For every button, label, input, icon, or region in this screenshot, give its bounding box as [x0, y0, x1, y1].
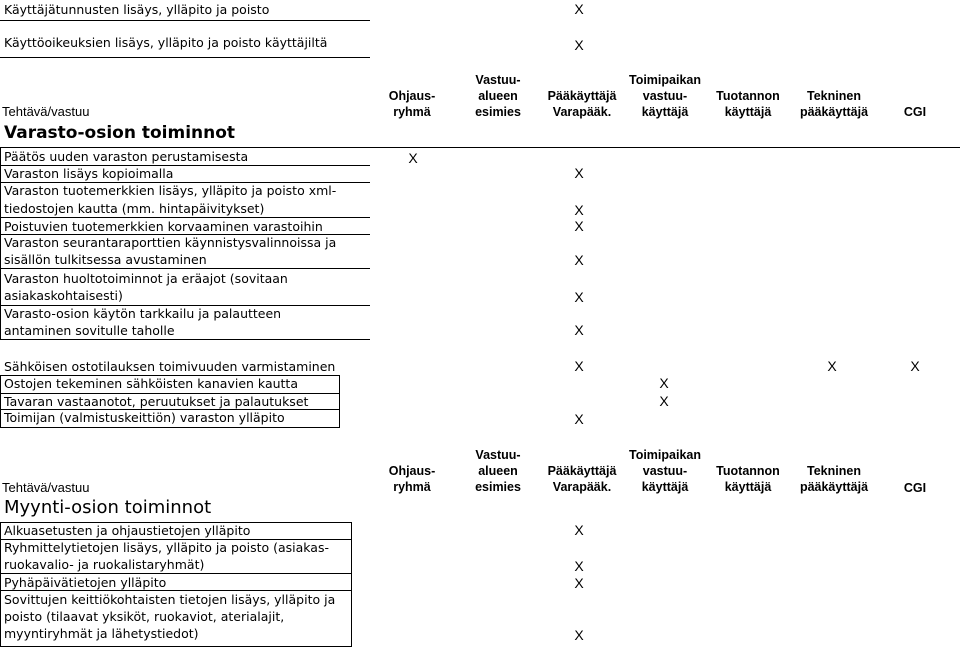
header-vastuualueen-esimies-2: Vastuu- alueen esimies — [475, 448, 521, 494]
myynti-row-2a: Ryhmittelytietojen lisäys, ylläpito ja poisto (asiakas- — [4, 540, 329, 555]
varasto-row-2: Varaston lisäys kopioimalla — [4, 166, 174, 181]
header-tekninen: Tekninen pääkäyttäjä — [799, 89, 869, 119]
varasto-row-3-mark: X — [574, 202, 584, 218]
ostot-row-1-mark-c: X — [910, 358, 920, 374]
myynti-row-1-mark: X — [574, 522, 584, 538]
divider — [0, 268, 370, 269]
header-cgi-2: CGI — [903, 481, 927, 495]
ostot-row-1: Sähköisen ostotilauksen toimivuuden varmistaminen — [4, 359, 336, 374]
myynti-row-1: Alkuasetusten ja ohjaustietojen ylläpito — [4, 523, 251, 538]
ostot-row-2-mark: X — [659, 375, 669, 391]
varasto-table-left — [0, 147, 1, 339]
varasto-row-5-mark: X — [574, 252, 584, 268]
myynti-row-2-mark: X — [574, 558, 584, 574]
ostot-row-1-mark-b: X — [827, 358, 837, 374]
section-title-varasto: Varasto-osion toiminnot — [4, 123, 236, 143]
header-paakayttaja: Pääkäyttäjä Varapääk. — [547, 89, 617, 119]
varasto-row-5b: sisällön tulkitsessa avustaminen — [4, 252, 207, 267]
varasto-row-5a: Varaston seurantaraporttien käynnistysvalinnoissa ja — [4, 235, 337, 250]
divider — [0, 339, 370, 340]
myynti-row-4a: Sovittujen keittiökohtaisten tietojen lisäys, ylläpito ja — [4, 592, 336, 607]
myynti-row-4c: myyntiryhmät ja lähetystiedot) — [4, 626, 199, 641]
header-tekninen-2: Tekninen pääkäyttäjä — [799, 464, 869, 494]
myynti-row-4-mark: X — [574, 627, 584, 643]
varasto-row-1: Päätös uuden varaston perustamisesta — [4, 149, 249, 164]
varasto-row-4: Poistuvien tuotemerkkien korvaaminen varastoihin — [4, 219, 323, 234]
top-row-1-mark: X — [574, 1, 584, 17]
myynti-row-3-mark: X — [574, 575, 584, 591]
section-title-myynti: Myynti-osion toiminnot — [4, 497, 212, 518]
varasto-row-7b: antaminen sovitulle taholle — [4, 323, 175, 338]
ostot-row-1-mark-a: X — [574, 358, 584, 374]
divider — [0, 20, 370, 21]
varasto-row-7a: Varasto-osion käytön tarkkailu ja palautteen — [4, 306, 282, 321]
header-tuotannon-2: Tuotannon käyttäjä — [716, 464, 780, 494]
header-tuotannon: Tuotannon käyttäjä — [716, 89, 780, 119]
header-toimipaikan-2: Toimipaikan vastuu- käyttäjä — [628, 448, 701, 494]
ostot-row-3: Tavaran vastaanotot, peruutukset ja palautukset — [4, 394, 309, 409]
varasto-row-6-mark: X — [574, 289, 584, 305]
header-ohjausryhma: Ohjaus- ryhmä — [388, 89, 436, 119]
varasto-row-4-mark: X — [574, 218, 584, 234]
ostot-row-2: Ostojen tekeminen sähköisten kanavien kautta — [4, 376, 298, 391]
header-toimipaikan: Toimipaikan vastuu- käyttäjä — [628, 73, 701, 119]
varasto-row-3b: tiedostojen kautta (mm. hintapäivitykset) — [4, 201, 265, 216]
header-task-2: Tehtävä/vastuu — [2, 480, 90, 495]
varasto-row-2-mark: X — [574, 165, 584, 181]
varasto-row-1-mark: X — [408, 150, 418, 166]
myynti-row-4b: poisto (tilaavat yksiköt, ruokaviot, aterialajit, — [4, 609, 285, 624]
top-row-2: Käyttöoikeuksien lisäys, ylläpito ja poisto käyttäjiltä — [4, 35, 328, 50]
ostot-row-4: Toimijan (valmistuskeittiön) varaston ylläpito — [4, 410, 285, 425]
header-task: Tehtävä/vastuu — [2, 104, 90, 119]
top-row-2-mark: X — [574, 37, 584, 53]
myynti-row-2b: ruokavalio- ja ruokalistaryhmät) — [4, 557, 205, 572]
varasto-row-6a: Varaston huoltotoiminnot ja eräajot (sovitaan — [4, 271, 288, 286]
myynti-row-3: Pyhäpäivätietojen ylläpito — [4, 575, 167, 590]
header-ohjausryhma-2: Ohjaus- ryhmä — [388, 464, 436, 494]
varasto-row-7-mark: X — [574, 322, 584, 338]
top-row-1: Käyttäjätunnusten lisäys, ylläpito ja poisto — [4, 2, 270, 17]
ostot-row-4-mark: X — [574, 411, 584, 427]
varasto-row-6b: asiakaskohtaisesti) — [4, 288, 123, 303]
header-paakayttaja-2: Pääkäyttäjä Varapääk. — [547, 464, 617, 494]
header-cgi: CGI — [903, 105, 927, 119]
ostot-row-3-mark: X — [659, 393, 669, 409]
varasto-row-3a: Varaston tuotemerkkien lisäys, ylläpito ja poisto xml- — [4, 183, 337, 198]
header-vastuualueen-esimies: Vastuu- alueen esimies — [475, 73, 521, 119]
